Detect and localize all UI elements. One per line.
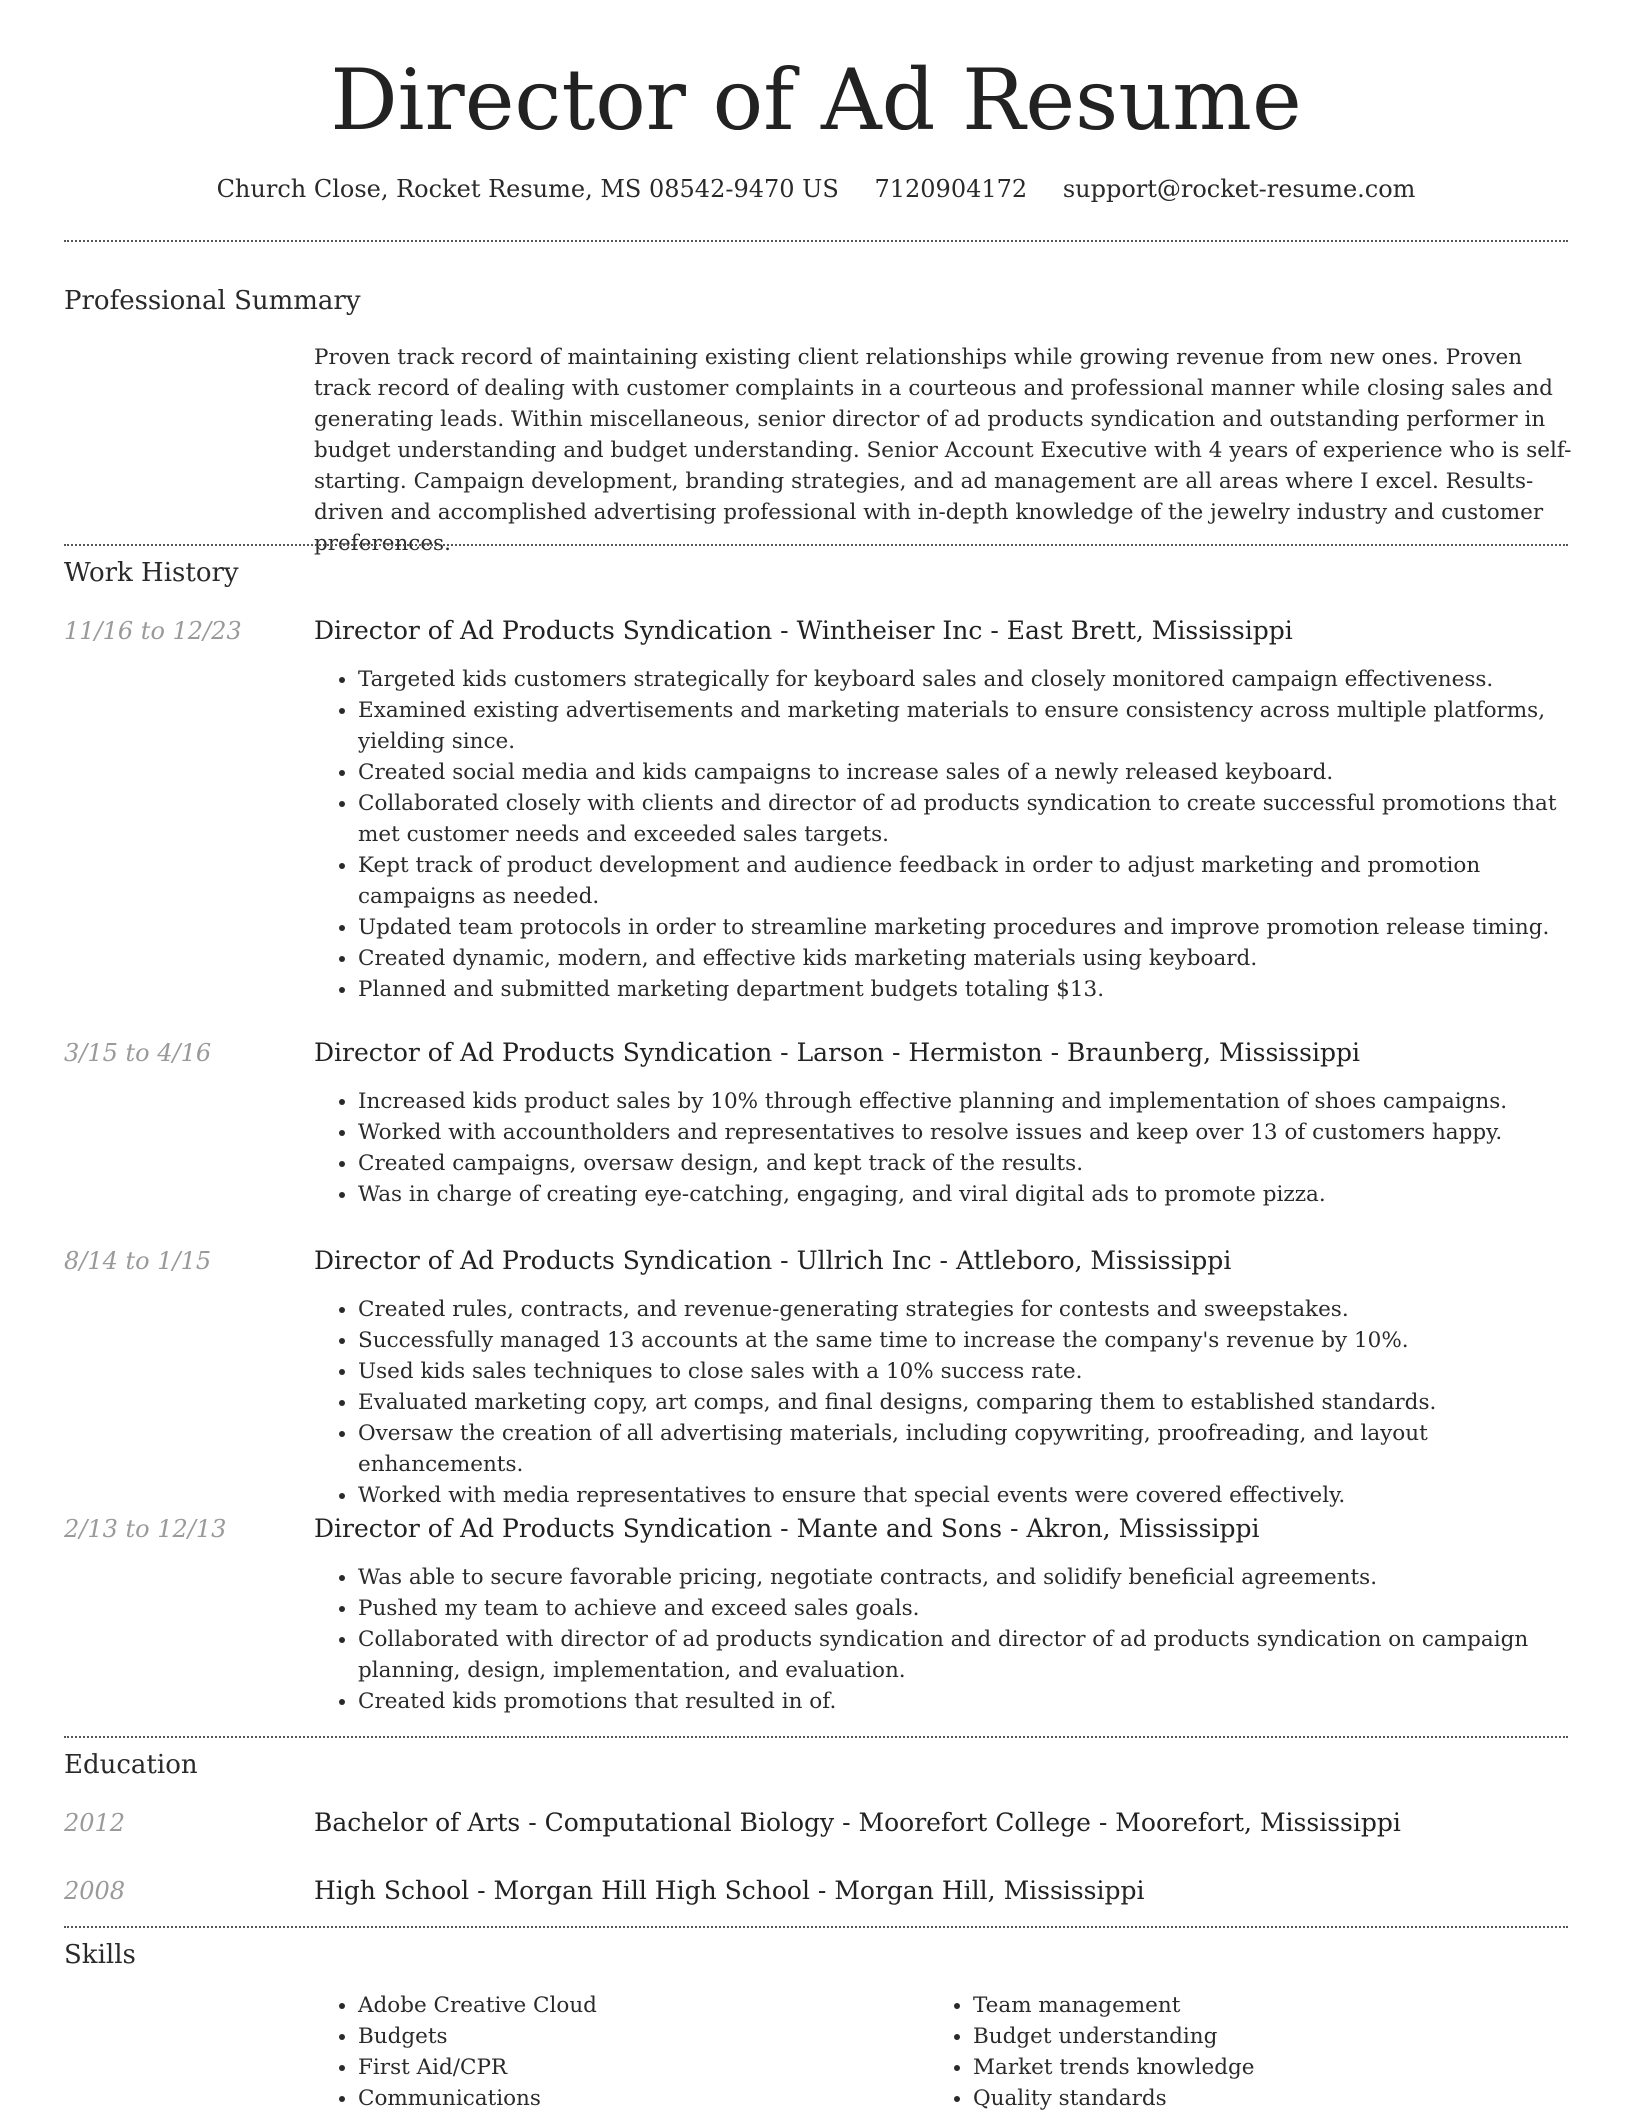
job-bullet: • Used kids sales techniques to close sales with a 10% success rate. (358, 1356, 1574, 1387)
job-title: Director of Ad Products Syndication - Wintheiser Inc - East Brett, Mississippi (314, 616, 1293, 645)
job-bullet: • Kept track of product development and audience feedback in order to adjust marketing and promotion campaigns as needed. (358, 850, 1574, 912)
job-bullet: • Created campaigns, oversaw design, and kept track of the results. (358, 1148, 1574, 1179)
skills-list-right (929, 1990, 1529, 2114)
job-bullets (314, 664, 1574, 1005)
job-bullet: • Created kids promotions that resulted in of. (358, 1686, 1574, 1717)
job-bullets (314, 1562, 1574, 1717)
contact-email: support@rocket-resume.com (1062, 175, 1416, 203)
job-bullet: • Pushed my team to achieve and exceed sales goals. (358, 1593, 1574, 1624)
divider (64, 240, 1568, 242)
skill-item: • Quality standards (973, 2083, 1529, 2114)
contact-address: Church Close, Rocket Resume, MS 08542-9470 US (216, 175, 839, 203)
skill-item: • Adobe Creative Cloud (358, 1990, 914, 2021)
job-bullet: • Was able to secure favorable pricing, negotiate contracts, and solidify beneficial agreements. (358, 1562, 1574, 1593)
education-year: 2008 (64, 1877, 126, 1905)
job-bullet: • Collaborated closely with clients and director of ad products syndication to create successful promotions that met customer needs and exceeded sales targets. (358, 788, 1574, 850)
skills-list-left (314, 1990, 914, 2114)
education-title: Bachelor of Arts - Computational Biology - Moorefort College - Moorefort, Mississippi (314, 1808, 1401, 1837)
job-dates: 3/15 to 4/16 (64, 1039, 212, 1067)
section-title-skills: Skills (64, 1940, 136, 1970)
skill-item: • First Aid/CPR (358, 2052, 914, 2083)
job-bullet: • Created dynamic, modern, and effective kids marketing materials using keyboard. (358, 943, 1574, 974)
job-bullet: • Successfully managed 13 accounts at the same time to increase the company's revenue by 10%. (358, 1325, 1574, 1356)
job-bullet: • Created rules, contracts, and revenue-generating strategies for contests and sweepstakes. (358, 1294, 1574, 1325)
divider (64, 544, 1568, 546)
job-bullets (314, 1294, 1574, 1511)
job-bullet: • Examined existing advertisements and marketing materials to ensure consistency across multiple platforms, yielding since. (358, 695, 1574, 757)
job-bullet: • Planned and submitted marketing department budgets totaling $13. (358, 974, 1574, 1005)
skill-item: • Communications (358, 2083, 914, 2114)
skill-item: • Team management (973, 1990, 1529, 2021)
job-dates: 8/14 to 1/15 (64, 1247, 212, 1275)
job-bullet: • Was in charge of creating eye-catching, engaging, and viral digital ads to promote pizza. (358, 1179, 1574, 1210)
job-title: Director of Ad Products Syndication - Larson - Hermiston - Braunberg, Mississippi (314, 1038, 1360, 1067)
job-bullet: • Evaluated marketing copy, art comps, and final designs, comparing them to established standards. (358, 1387, 1574, 1418)
job-title: Director of Ad Products Syndication - Ullrich Inc - Attleboro, Mississippi (314, 1246, 1232, 1275)
job-dates: 2/13 to 12/13 (64, 1515, 227, 1543)
resume-title: Director of Ad Resume (330, 51, 1302, 149)
contact-line (0, 172, 1632, 206)
job-bullet: • Targeted kids customers strategically for keyboard sales and closely monitored campaign effectiveness. (358, 664, 1574, 695)
job-title: Director of Ad Products Syndication - Mante and Sons - Akron, Mississippi (314, 1514, 1260, 1543)
job-bullet: • Oversaw the creation of all advertising materials, including copywriting, proofreading, and layout enhancements. (358, 1418, 1574, 1480)
job-bullet: • Increased kids product sales by 10% through effective planning and implementation of shoes campaigns. (358, 1086, 1574, 1117)
job-bullet: • Worked with media representatives to ensure that special events were covered effectively. (358, 1480, 1574, 1511)
job-bullet: • Created social media and kids campaigns to increase sales of a newly released keyboard. (358, 757, 1574, 788)
job-bullet: • Worked with accountholders and representatives to resolve issues and keep over 13 of customers happy. (358, 1117, 1574, 1148)
education-title: High School - Morgan Hill High School - Morgan Hill, Mississippi (314, 1876, 1145, 1905)
job-bullet: • Updated team protocols in order to streamline marketing procedures and improve promotion release timing. (358, 912, 1574, 943)
skill-item: • Market trends knowledge (973, 2052, 1529, 2083)
section-title-summary: Professional Summary (64, 286, 361, 316)
education-year: 2012 (64, 1809, 126, 1837)
job-dates: 11/16 to 12/23 (64, 617, 242, 645)
summary-text: Proven track record of maintaining existing client relationships while growing revenue from new ones. Proven track record of dealing with customer complaints in a courteous and professional manner while closing sales and generating leads. Within miscellaneous, senior director of ad products syndication and outstanding performer in budget understanding and budget understanding. Senior Account Executive with 4 years of experience who is self-starting. Campaign development, branding strategies, and ad management are all areas where I excel. Results-driven and accomplished advertising professional with in-depth knowledge of the jewelry industry and customer preferences. (314, 345, 1572, 556)
section-title-education: Education (64, 1750, 198, 1780)
section-title-work: Work History (64, 558, 239, 588)
skill-item: • Budget understanding (973, 2021, 1529, 2052)
contact-phone: 7120904172 (874, 175, 1028, 203)
divider (64, 1736, 1568, 1738)
divider (64, 1926, 1568, 1928)
job-bullet: • Collaborated with director of ad products syndication and director of ad products syndication on campaign planning, design, implementation, and evaluation. (358, 1624, 1574, 1686)
job-bullets (314, 1086, 1574, 1210)
skill-item: • Budgets (358, 2021, 914, 2052)
